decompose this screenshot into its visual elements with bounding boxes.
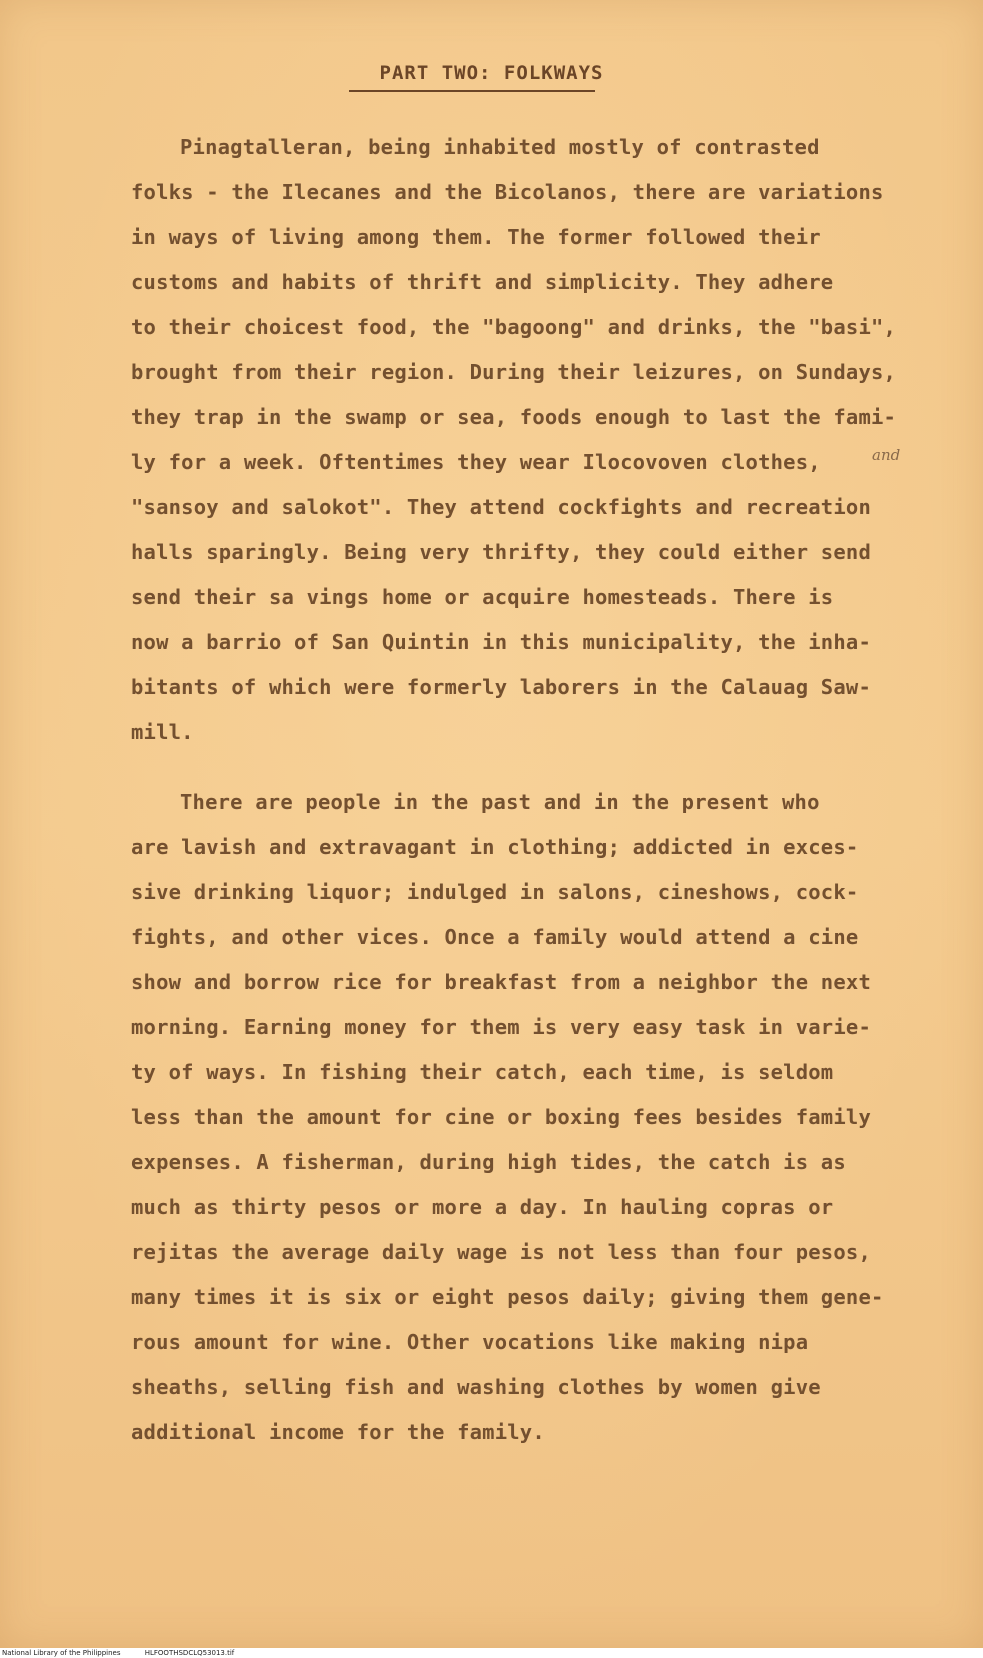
- text-line: bitants of which were formerly laborers in the Calauag Saw-: [131, 675, 871, 699]
- text-line: halls sparingly. Being very thrifty, they could either send: [131, 540, 871, 564]
- text-line: to their choicest food, the "bagoong" and drinks, the "basi",: [131, 315, 897, 339]
- text-line: sheaths, selling fish and washing clothes by women give: [131, 1375, 821, 1399]
- text-line: Pinagtalleran, being inhabited mostly of contrasted: [180, 135, 820, 159]
- text-line: customs and habits of thrift and simplicity. They adhere: [131, 270, 834, 294]
- text-line: fights, and other vices. Once a family would attend a cine: [131, 925, 859, 949]
- text-line: send their sa vings home or acquire homesteads. There is: [131, 585, 834, 609]
- text-line: many times it is six or eight pesos daily; giving them gene-: [131, 1285, 884, 1309]
- text-line: folks - the Ilecanes and the Bicolanos, there are variations: [131, 180, 884, 204]
- text-line: less than the amount for cine or boxing fees besides family: [131, 1105, 871, 1129]
- text-line: additional income for the family.: [131, 1420, 545, 1444]
- text-line: "sansoy and salokot". They attend cockfights and recreation: [131, 495, 871, 519]
- text-line: now a barrio of San Quintin in this municipality, the inha-: [131, 630, 871, 654]
- text-line: brought from their region. During their leizures, on Sundays,: [131, 360, 897, 384]
- text-line: much as thirty pesos or more a day. In hauling copras or: [131, 1195, 834, 1219]
- text-line: morning. Earning money for them is very easy task in varie-: [131, 1015, 871, 1039]
- text-line: mill.: [131, 720, 194, 744]
- page-title: PART TWO: FOLKWAYS: [379, 62, 604, 84]
- text-line: in ways of living among them. The former followed their: [131, 225, 821, 249]
- text-line: are lavish and extravagant in clothing; addicted in exces-: [131, 835, 859, 859]
- text-line: rejitas the average daily wage is not less than four pesos,: [131, 1240, 871, 1264]
- text-line: There are people in the past and in the present who: [180, 790, 820, 814]
- handwritten-note: and: [872, 446, 901, 464]
- text-line: expenses. A fisherman, during high tides, the catch is as: [131, 1150, 846, 1174]
- text-line: ty of ways. In fishing their catch, each time, is seldom: [131, 1060, 834, 1084]
- scan-footer: [0, 1648, 983, 1658]
- text-line: they trap in the swamp or sea, foods enough to last the fami-: [131, 405, 897, 429]
- text-line: ly for a week. Oftentimes they wear Ilocovoven clothes,: [131, 450, 821, 474]
- text-line: rous amount for wine. Other vocations like making nipa: [131, 1330, 809, 1354]
- text-line: sive drinking liquor; indulged in salons, cineshows, cock-: [131, 880, 859, 904]
- footer-filename: HLFOOTHSDCLQ53013.tif: [144, 1649, 235, 1657]
- text-line: show and borrow rice for breakfast from a neighbor the next: [131, 970, 871, 994]
- footer-source: National Library of the Philippines: [2, 1649, 121, 1657]
- title-underline: [349, 90, 595, 92]
